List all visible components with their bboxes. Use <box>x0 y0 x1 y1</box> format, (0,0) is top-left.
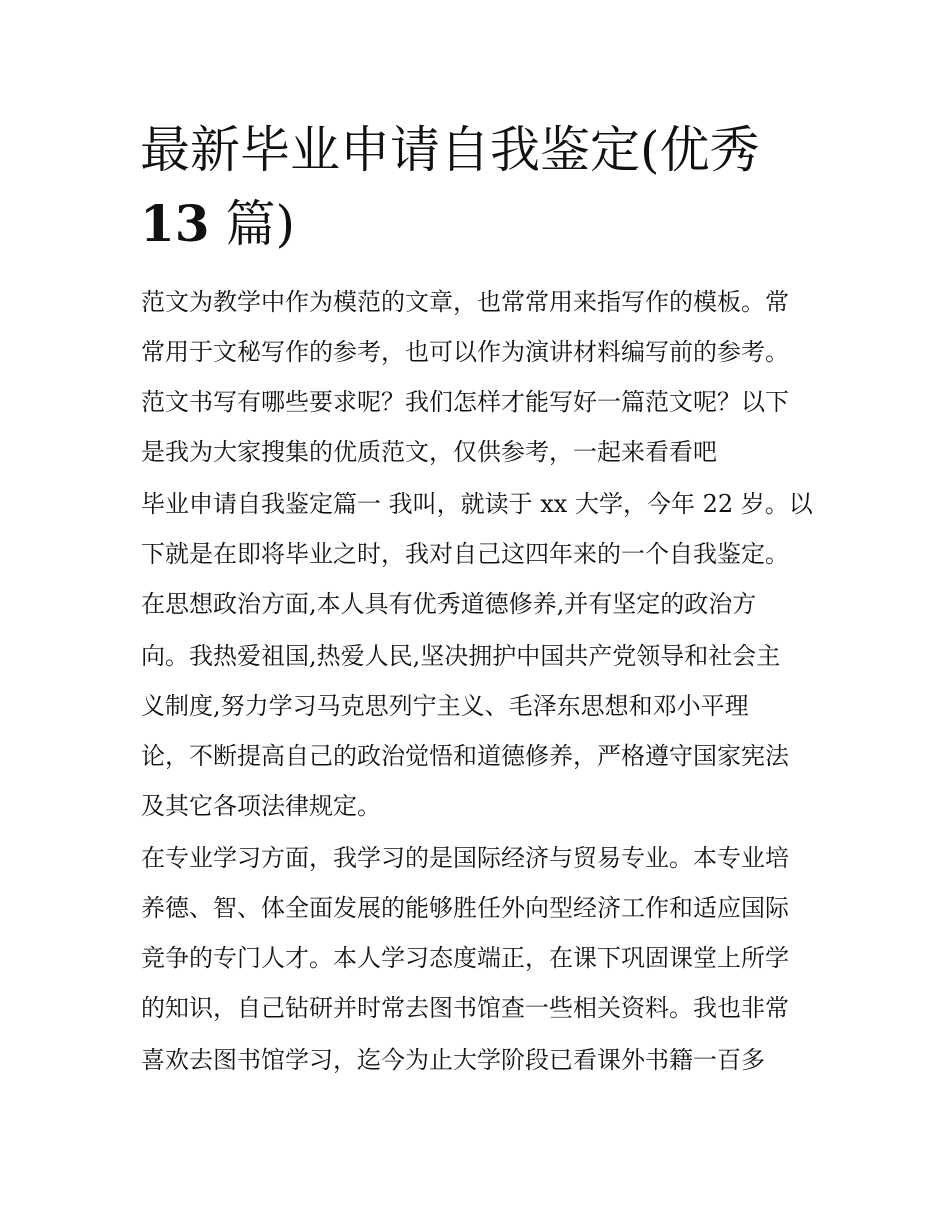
title-line-1: 最新毕业申请自我鉴定(优秀 <box>140 121 760 179</box>
body-line: 义制度,努力学习马克思列宁主义、毛泽东思想和邓小平理 <box>141 692 749 720</box>
body-line: 及其它各项法律规定。 <box>141 792 381 820</box>
body-line: 是我为大家搜集的优质范文，仅供参考，一起来看看吧 <box>141 438 717 466</box>
body-line: 常用于文秘写作的参考，也可以作为演讲材料编写前的参考。 <box>141 338 789 366</box>
body-line: 养德、智、体全面发展的能够胜任外向型经济工作和适应国际 <box>141 894 789 922</box>
body-line: 下就是在即将毕业之时，我对自己这四年来的一个自我鉴定。 <box>141 540 789 568</box>
body-line: 毕业申请自我鉴定篇一 我叫，就读于 xx 大学，今年 22 岁。以 <box>141 490 813 518</box>
body-line: 向。我热爱祖国,热爱人民,坚决拥护中国共产党领导和社会主 <box>141 642 781 670</box>
title-number: 13 <box>140 194 210 253</box>
body-line: 论，不断提高自己的政治觉悟和道德修养，严格遵守国家宪法 <box>141 742 789 770</box>
body-line: 在专业学习方面，我学习的是国际经济与贸易专业。本专业培 <box>141 844 789 872</box>
title-line-2: 篇) <box>225 195 296 253</box>
body-line: 喜欢去图书馆学习，迄今为止大学阶段已看课外书籍一百多 <box>141 1046 765 1074</box>
page-title <box>140 113 820 261</box>
body-line: 的知识，自己钻研并时常去图书馆查一些相关资料。我也非常 <box>141 994 789 1022</box>
body-line: 在思想政治方面,本人具有优秀道德修养,并有坚定的政治方 <box>141 590 757 618</box>
body-line: 范文书写有哪些要求呢？我们怎样才能写好一篇范文呢？以下 <box>141 388 789 416</box>
body-line: 范文为教学中作为模范的文章，也常常用来指写作的模板。常 <box>141 288 789 316</box>
body-line: 竞争的专门人才。本人学习态度端正，在课下巩固课堂上所学 <box>141 944 789 972</box>
